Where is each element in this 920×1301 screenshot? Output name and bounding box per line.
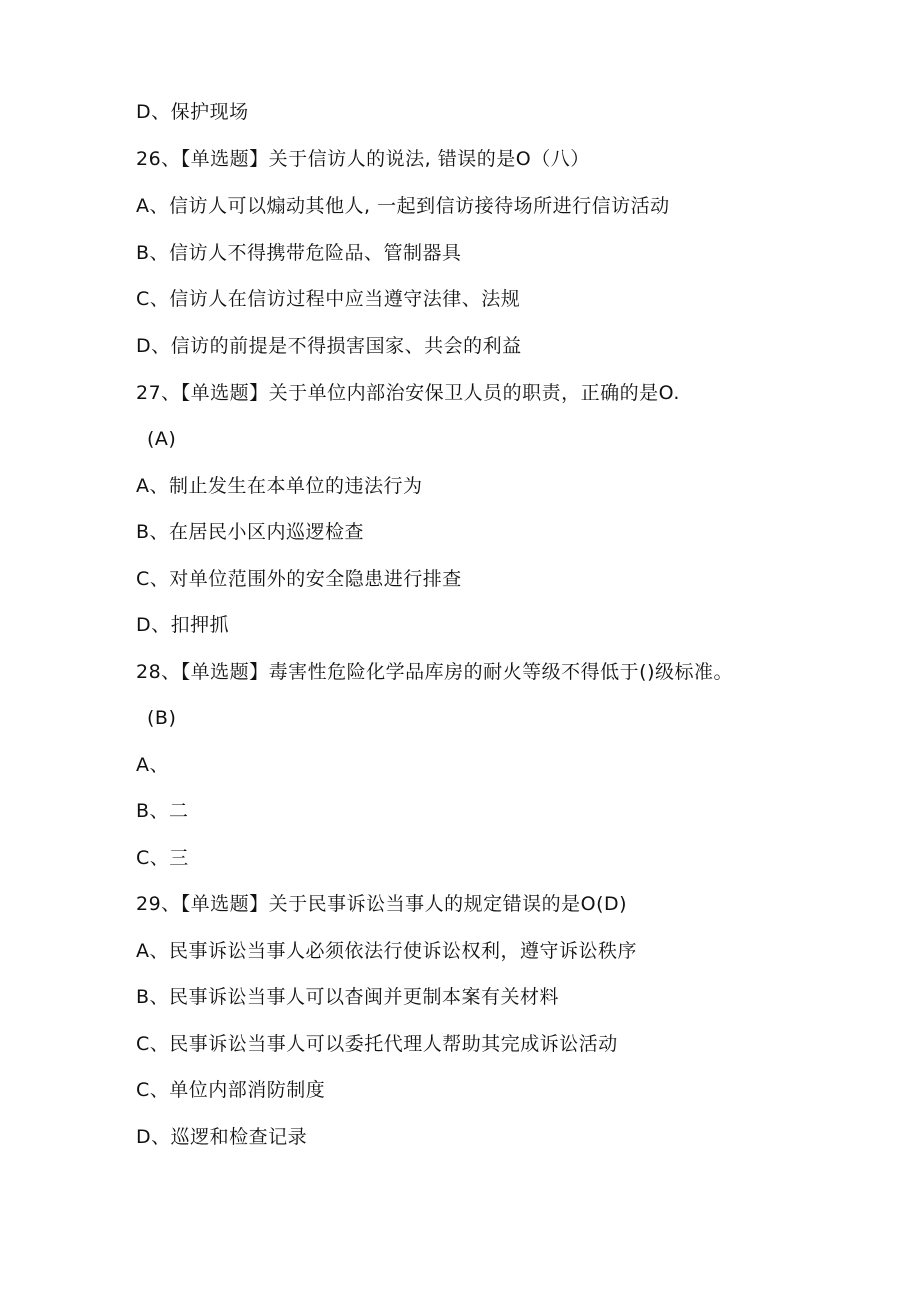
option-b-q29: B、民事诉讼当事人可以杳闽并更制本案有关材料 xyxy=(136,986,560,1008)
answer-27: (A) xyxy=(147,428,177,450)
question-29: 29、【单选题】关于民事诉讼当事人的规定错误的是O(D) xyxy=(136,893,628,915)
answer-28: (B) xyxy=(147,707,177,729)
option-d-q25: D、保护现场 xyxy=(136,101,249,123)
option-a-q26: A、信访人可以煽动其他人, 一起到信访接待场所进行信访活动 xyxy=(136,195,670,217)
option-d-q29: D、巡逻和检查记录 xyxy=(136,1126,308,1148)
option-c-q26: C、信访人在信访过程中应当遵守法律、法规 xyxy=(136,288,521,310)
option-b-q27: B、在居民小区内巡逻检查 xyxy=(136,521,365,543)
option-b-q28: B、二 xyxy=(136,800,189,822)
question-26: 26、【单选题】关于信访人的说法, 错误的是O（八） xyxy=(136,148,590,170)
option-d-q26: D、信访的前提是不得损害国家、共会的利益 xyxy=(136,335,522,357)
option-d-q27: D、扣押抓 xyxy=(136,614,230,636)
option-a-q27: A、制止发生在本单位的违法行为 xyxy=(136,475,423,497)
option-c-q29-extra: C、单位内部消防制度 xyxy=(136,1079,326,1101)
question-28: 28、【单选题】毒害性危险化学品库房的耐火等级不得低于()级标准。 xyxy=(136,661,734,683)
option-c-q29: C、民事诉讼当事人可以委托代理人帮助其完成诉讼活动 xyxy=(136,1033,618,1055)
option-a-q29: A、民事诉讼当事人必须依法行使诉讼权利，遵守诉讼秩序 xyxy=(136,940,637,962)
option-c-q28: C、三 xyxy=(136,847,189,869)
option-a-q28: A、 xyxy=(136,754,169,776)
option-c-q27: C、对单位范围外的安全隐患进行排查 xyxy=(136,568,462,590)
option-b-q26: B、信访人不得携带危险品、管制器具 xyxy=(136,242,462,264)
question-27: 27、【单选题】关于单位内部治安保卫人员的职责，正确的是O. xyxy=(136,382,680,404)
